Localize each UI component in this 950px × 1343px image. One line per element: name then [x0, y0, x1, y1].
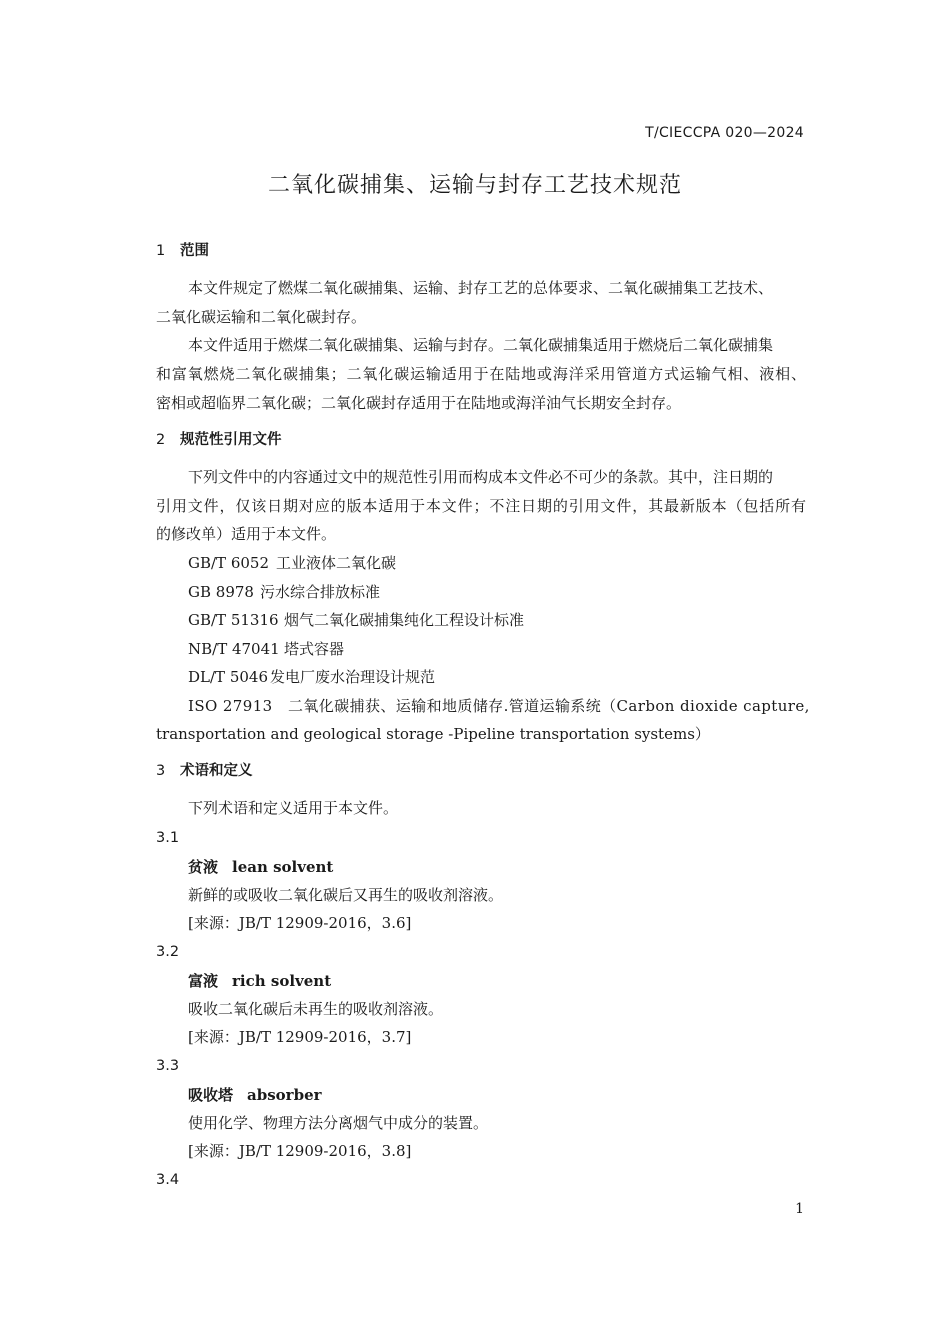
section-heading-normative-references: [156, 430, 282, 450]
reference-item: [188, 667, 435, 687]
section-title: 范围: [180, 243, 209, 259]
reference-item: [188, 610, 524, 630]
section-number: 2: [156, 432, 166, 448]
paragraph-line: 下列术语和定义适用于本文件。: [188, 799, 399, 817]
paragraph-line: 本文件规定了燃煤二氧化碳捕集、运输、封存工艺的总体要求、二氧化碳捕集工艺技术、: [188, 279, 774, 297]
term-zh: 富液: [188, 972, 219, 990]
term-en: absorber: [247, 1086, 322, 1104]
term-number: 3.4: [156, 1172, 180, 1188]
reference-item: [188, 639, 344, 659]
term-heading: [188, 857, 333, 877]
term-number: 3.2: [156, 944, 180, 960]
reference-item-iso-continued: transportation and geological storage -Pipeline transportation systems）: [156, 725, 710, 743]
section-number: 3: [156, 763, 166, 779]
paragraph-line: 的修改单）适用于本文件。: [156, 525, 337, 543]
term-en: rich solvent: [232, 972, 332, 990]
reference-code: GB/T 51316: [188, 611, 279, 629]
term-source: [来源：JB/T 12909-2016，3.7]: [188, 1028, 412, 1046]
reference-item: [188, 582, 380, 602]
reference-name: 工业液体二氧化碳: [276, 554, 397, 572]
reference-code: DL/T 5046: [188, 668, 268, 686]
section-title: 术语和定义: [180, 763, 253, 779]
paragraph-line: 引用文件，仅该日期对应的版本适用于本文件；不注日期的引用文件，其最新版本（包括所有: [156, 497, 806, 515]
reference-code: GB 8978: [188, 583, 254, 601]
paragraph-line: 密相或超临界二氧化碳；二氧化碳封存适用于在陆地或海洋油气长期安全封存。: [156, 394, 682, 412]
reference-code: NB/T 47041: [188, 640, 280, 658]
reference-name: 污水综合排放标准: [260, 583, 381, 601]
paragraph-line: 二氧化碳运输和二氧化碳封存。: [156, 308, 367, 326]
term-definition: 新鲜的或吸收二氧化碳后又再生的吸收剂溶液。: [188, 886, 504, 904]
term-zh: 吸收塔: [188, 1086, 234, 1104]
reference-name: 塔式容器: [284, 640, 345, 658]
term-number: 3.3: [156, 1058, 180, 1074]
paragraph-line: 本文件适用于燃煤二氧化碳捕集、运输与封存。二氧化碳捕集适用于燃烧后二氧化碳捕集: [188, 336, 774, 354]
paragraph-line: 下列文件中的内容通过文中的规范性引用而构成本文件必不可少的条款。其中，注日期的: [188, 468, 774, 486]
reference-code: GB/T 6052: [188, 554, 270, 572]
term-en: lean solvent: [232, 858, 334, 876]
section-heading-terms-definitions: [156, 761, 253, 781]
term-definition: 吸收二氧化碳后未再生的吸收剂溶液。: [188, 1000, 444, 1018]
paragraph-line: 和富氧燃烧二氧化碳捕集；二氧化碳运输适用于在陆地或海洋采用管道方式运输气相、液相、: [156, 365, 806, 383]
page-number: 1: [795, 1201, 804, 1217]
reference-item-iso: ISO 27913 二氧化碳捕获、运输和地质储存.管道运输系统（Carbon dioxide capture,: [188, 697, 810, 715]
reference-item: [188, 553, 396, 573]
reference-name: 发电厂废水治理设计规范: [270, 668, 436, 686]
section-number: 1: [156, 243, 166, 259]
term-heading: [188, 1085, 322, 1105]
document-code: T/CIECCPA 020—2024: [645, 125, 804, 141]
term-source: [来源：JB/T 12909-2016，3.6]: [188, 914, 412, 932]
term-heading: [188, 971, 331, 991]
reference-name: 烟气二氧化碳捕集纯化工程设计标准: [284, 611, 525, 629]
term-definition: 使用化学、物理方法分离烟气中成分的装置。: [188, 1114, 489, 1132]
term-zh: 贫液: [188, 858, 219, 876]
term-source: [来源：JB/T 12909-2016，3.8]: [188, 1142, 412, 1160]
section-heading-scope: [156, 241, 209, 261]
term-number: 3.1: [156, 830, 180, 846]
section-title: 规范性引用文件: [180, 432, 282, 448]
document-title: 二氧化碳捕集、运输与封存工艺技术规范: [267, 173, 682, 198]
